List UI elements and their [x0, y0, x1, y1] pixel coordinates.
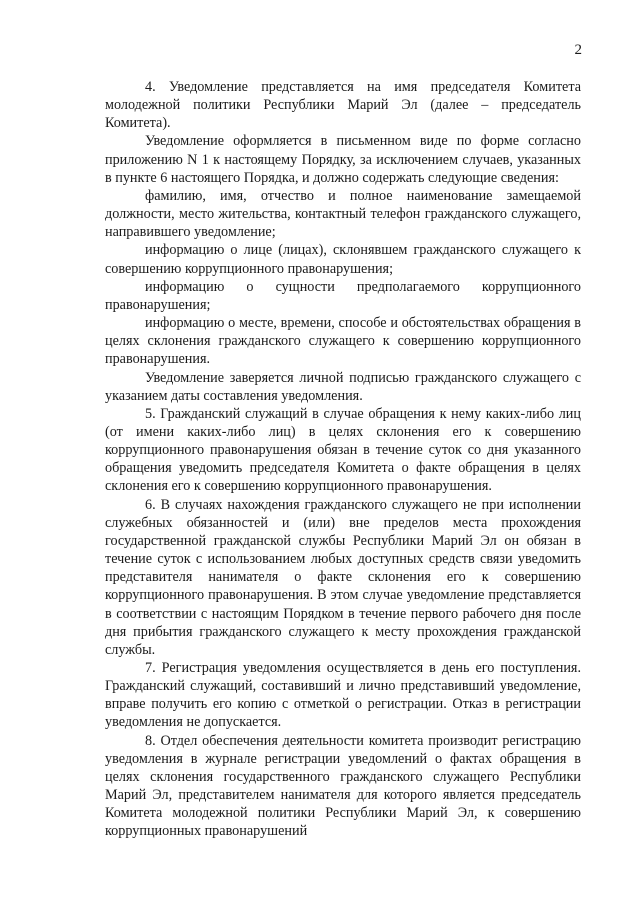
document-body — [105, 78, 581, 841]
paragraph-item-offense-essence: информацию о сущности предполагаемого коррупционного правонарушения; — [105, 278, 581, 313]
page-number: 2 — [574, 42, 582, 58]
paragraph-7-registration: 7. Регистрация уведомления осуществляется в день его поступления. Гражданский служащий, составивший и лично представивший уведомление, вправе получить его копию с отметкой о регистрации. Отказ в регистрации уведомления не допускается. — [105, 660, 581, 731]
paragraph-notification-form: Уведомление оформляется в письменном виде по форме согласно приложению N 1 к настоящему Порядку, за исключением случаев, указанных в пункте 6 настоящего Порядка, и должно содержать следующие сведения: — [105, 133, 581, 186]
paragraph-8-registration-journal: 8. Отдел обеспечения деятельности комитета производит регистрацию уведомления в журнале регистрации уведомлений о фактах обращения в целях склонения государственного гражданского служащего Республики Марий Эл, представителем нанимателя для которого является председатель Комитета молодежной политики Республики Марий Эл, к совершению коррупционных правонарушений — [105, 732, 581, 840]
paragraph-item-circumstances: информацию о месте, времени, способе и обстоятельствах обращения в целях склонения гражданского служащего к совершению коррупционного правонарушения. — [105, 315, 581, 368]
paragraph-item-personal-data: фамилию, имя, отчество и полное наименование замещаемой должности, место жительства, контактный телефон гражданского служащего, направившего уведомление; — [105, 187, 581, 241]
paragraph-signature: Уведомление заверяется личной подписью гражданского служащего с указанием даты составления уведомления. — [105, 369, 581, 404]
paragraph-4-notification-addressee: 4. Уведомление представляется на имя председателя Комитета молодежной политики Республики Марий Эл (далее – председатель Комитета). — [105, 79, 581, 132]
paragraph-6-outside-duties: 6. В случаях нахождения гражданского служащего не при исполнении служебных обязанностей и (или) вне пределов места прохождения государственной гражданской службы Республики Марий Эл он обязан в течение суток с использованием любых доступных средств связи уведомить представителя нанимателя о факте склонения его к совершению коррупционного правонарушения. В этом случае уведомление представляется в соответствии с настоящим Порядком в течение первого рабочего дня после дня прибытия гражданского служащего к месту прохождения гражданской службы. — [105, 496, 581, 658]
paragraph-item-inducer-info: информацию о лице (лицах), склонявшем гражданского служащего к совершению коррупционного правонарушения; — [105, 242, 581, 277]
paragraph-5-obligation: 5. Гражданский служащий в случае обращения к нему каких-либо лиц (от имени каких-либо лиц) в целях склонения его к совершению коррупционного правонарушения обязан в течение суток со дня указанного обращения уведомить председателя Комитета о факте обращения в целях склонения его к совершению коррупционного правонарушения. — [105, 405, 581, 495]
